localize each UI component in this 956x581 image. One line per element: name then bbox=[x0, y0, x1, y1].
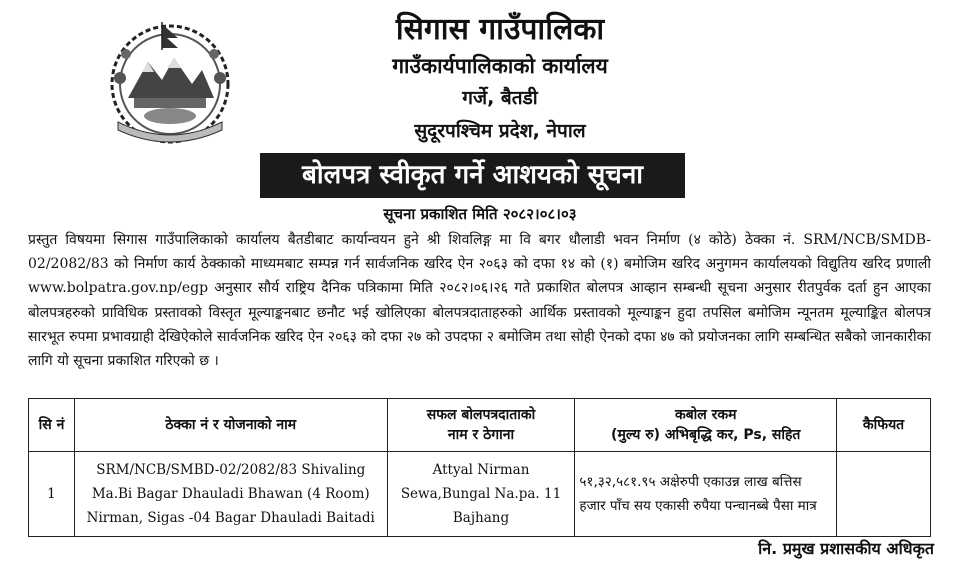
cell-remarks bbox=[837, 452, 931, 537]
cell-sn: 1 bbox=[29, 452, 75, 537]
header-bidder-line2: नाम र ठेगाना bbox=[447, 427, 515, 443]
table-header-row bbox=[29, 399, 931, 452]
office-name: गाउँकार्यपालिकाको कार्यालय bbox=[392, 54, 608, 78]
notice-paragraph: प्रस्तुत विषयमा सिगास गाउँपालिकाको कार्यालय बैतडीबाट कार्यान्वयन हुने श्री शिवलिङ्ग मा वि बगर धौलाडी भवन निर्माण (४ कोठे) ठेक्का नं. SRM/NCB/SMDB-02/2082/83 को निर्माण कार्य ठेक्काको माध्यमबाट सम्पन्न गर्न सार्वजनिक खरिद ऐन २०६३ को दफा १४ को (१) बमोजिम खरिद अनुगमन कार्यालयको विद्युतिय खरिद प्रणाली www.bolpatra.gov.np/egp अनुसार सौर्य राष्ट्रिय दैनिक पत्रिकामा मिति २०८२।०६।२६ गते प्रकाशित बोलपत्र आव्हान सम्बन्धी सूचना अनुसार रीतपुर्वक दर्ता हुन आएका बोलपत्रहरुको प्राविधिक प्रस्तावको विस्तृत मूल्याङ्कनबाट छनौट भई खोलिएका बोलपत्रदाताहरुको आर्थिक प्रस्तावको मूल्याङ्कन हुदा तपसिल बमोजिम न्यूनतम मूल्याङ्कित बोलपत्र सारभूत रुपमा प्रभावग्राही देखिऐकोले सार्वजनिक खरिद ऐन २०६३ को दफा २७ को उपदफा २ बमोजिम तथा सोही ऐनको दफा ४७ को प्रयोजनका लागि सम्बन्धित सबैको जानकारीका लागि यो सूचना प्रकाशित गरिएको छ । bbox=[28, 232, 931, 370]
signature-designation: नि. प्रमुख प्रशासकीय अधिकृत bbox=[758, 539, 934, 558]
header-amount bbox=[575, 399, 837, 452]
header-remarks: कैफियत bbox=[837, 399, 931, 452]
header-contract: ठेक्का नं र योजनाको नाम bbox=[74, 399, 387, 452]
municipality-title: सिगास गाउँपालिका bbox=[395, 12, 605, 47]
office-location: गर्जे, बैतडी bbox=[462, 87, 538, 109]
header-bidder-line1: सफल बोलपत्रदाताको bbox=[426, 407, 536, 423]
header-bidder bbox=[387, 399, 575, 452]
cell-contract: SRM/NCB/SMBD-02/2082/83 Shivaling Ma.Bi Bagar Dhauladi Bhawan (4 Room) Nirman, Sigas -04 Bagar Dhauladi Baitadi bbox=[74, 452, 387, 537]
province-name: सुदूरपश्चिम प्रदेश, नेपाल bbox=[414, 120, 586, 142]
header-amount-line1: कबोल रकम bbox=[674, 407, 737, 423]
award-table bbox=[28, 398, 931, 537]
notice-banner: बोलपत्र स्वीकृत गर्ने आशयको सूचना bbox=[260, 153, 685, 198]
published-date: सूचना प्रकाशित मिति २०८२।०८।०३ bbox=[383, 205, 577, 223]
table-row bbox=[29, 452, 931, 537]
cell-amount: ५१,३२,५८१.९५ अक्षेरुपी एकाउन्न लाख बत्तिस हजार पाँच सय एकासी रुपैया पन्चानब्बे पैसा मात्र bbox=[575, 452, 837, 537]
cell-bidder: Attyal Nirman Sewa,Bungal Na.pa. 11 Bajhang bbox=[387, 452, 575, 537]
header-amount-line2: (मुल्य रु) अभिबृद्धि कर, Ps, सहित bbox=[611, 427, 801, 443]
nepal-government-emblem-icon bbox=[104, 18, 236, 148]
header-sn: सि नं bbox=[29, 399, 75, 452]
